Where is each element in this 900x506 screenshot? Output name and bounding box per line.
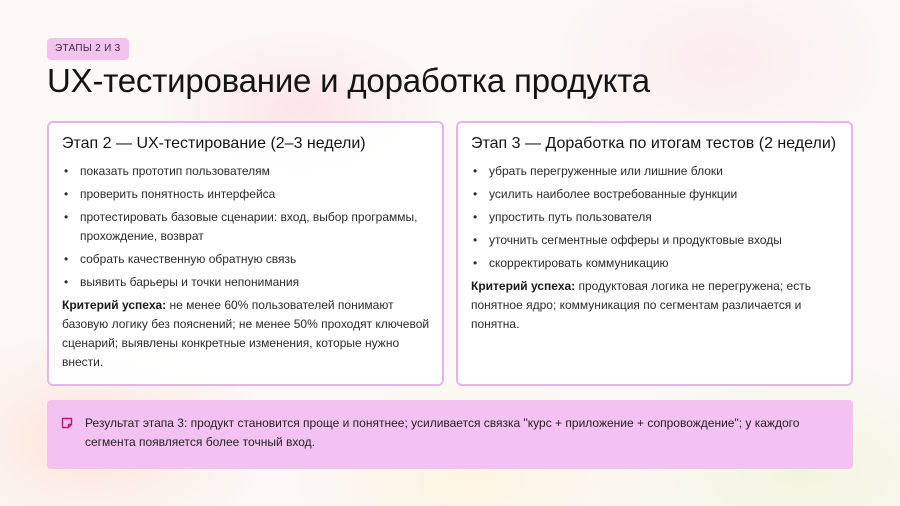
- list-item: [471, 208, 839, 227]
- list-item: [62, 185, 430, 204]
- list-item: [471, 185, 839, 204]
- bullet-icon: •: [473, 164, 478, 178]
- bullet-icon: •: [473, 187, 478, 201]
- stage-2-title: Этап 2 — UX-тестирование (2–3 недели): [62, 135, 366, 152]
- criterion-text: не менее 60% пользователей понимают базовую логику без пояснений; не менее 50% проходят ключевой сценарий; выявлены конкретные изменения, которые нужно внести.: [62, 297, 430, 369]
- stage-3-criterion: [471, 277, 839, 334]
- list-item-text: упростить путь пользователя: [489, 210, 652, 224]
- stage-badge: ЭТАПЫ 2 И 3: [47, 38, 129, 60]
- list-item-text: усилить наиболее востребованные функции: [489, 187, 738, 201]
- note-icon: [61, 417, 73, 429]
- stage-2-criterion: [62, 296, 430, 372]
- bullet-icon: •: [473, 233, 478, 247]
- list-item-text: собрать качественную обратную связь: [80, 251, 297, 266]
- bullet-icon: •: [64, 164, 69, 178]
- list-item: [62, 208, 430, 245]
- stage-2-list: [62, 162, 430, 291]
- stage-3-card: [456, 121, 853, 386]
- list-item: [471, 231, 839, 250]
- list-item-text: уточнить сегментные офферы и продуктовые входы: [489, 233, 782, 247]
- stage-2-card: [47, 121, 444, 386]
- list-item: [62, 273, 430, 292]
- bullet-icon: •: [64, 251, 69, 266]
- page-title: UX-тестирование и доработка продукта: [47, 62, 650, 99]
- bullet-icon: •: [64, 187, 69, 201]
- list-item: [471, 254, 839, 273]
- result-text: Результат этапа 3: продукт становится проще и понятнее; усиливается связка "курс + приложение + сопровождение"; у каждого сегмента появляется более точный вход.: [85, 416, 800, 449]
- bullet-icon: •: [64, 274, 69, 289]
- bullet-icon: •: [473, 256, 478, 270]
- criterion-label: Критерий успеха:: [62, 297, 167, 312]
- bullet-icon: •: [64, 210, 69, 224]
- list-item-text: скорректировать коммуникацию: [489, 256, 669, 270]
- list-item-text: проверить понятность интерфейса: [80, 187, 276, 201]
- list-item: [62, 250, 430, 269]
- stage-3-list: [471, 162, 839, 273]
- list-item-text: выявить барьеры и точки непонимания: [80, 274, 300, 289]
- list-item-text: показать прототип пользователям: [80, 164, 270, 178]
- criterion-text: продуктовая логика не перегружена; есть понятное ядро; коммуникация по сегментам различается и понятна.: [471, 279, 811, 331]
- list-item-text: убрать перегруженные или лишние блоки: [489, 164, 723, 178]
- bullet-icon: •: [473, 210, 478, 224]
- list-item: [62, 162, 430, 181]
- criterion-label: Критерий успеха:: [471, 279, 576, 293]
- result-callout: [47, 400, 853, 469]
- list-item-text: протестировать базовые сценарии: вход, выбор программы, прохождение, возврат: [80, 210, 418, 243]
- list-item: [471, 162, 839, 181]
- stage-3-title: Этап 3 — Доработка по итогам тестов (2 недели): [471, 135, 837, 152]
